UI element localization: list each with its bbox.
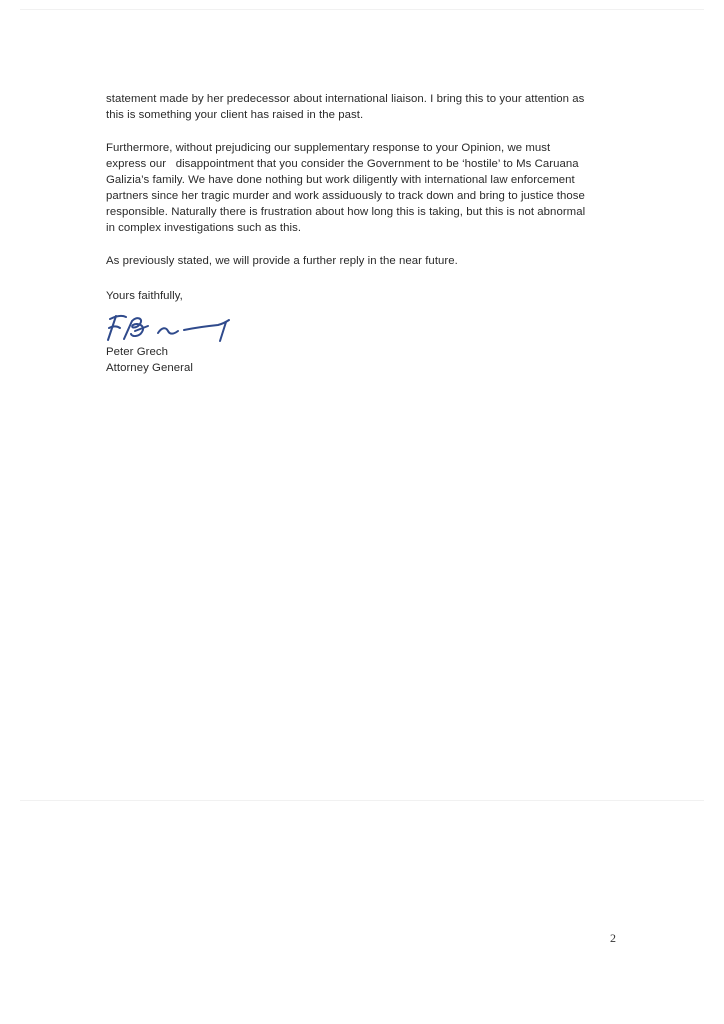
paragraph-line: Furthermore, without prejudicing our supplementary response to your Opinion, we must bbox=[106, 142, 551, 154]
closing-salutation: Yours faithfully, bbox=[106, 290, 183, 302]
paragraph-line: As previously stated, we will provide a further reply in the near future. bbox=[106, 255, 458, 267]
signatory-name: Peter Grech bbox=[106, 346, 168, 358]
paragraph-3 bbox=[106, 253, 626, 269]
paragraph-1 bbox=[106, 91, 626, 123]
closing-block bbox=[106, 288, 626, 376]
page-number: 2 bbox=[610, 931, 616, 945]
paragraph-line: in complex investigations such as this. bbox=[106, 222, 302, 234]
letter-body bbox=[106, 91, 626, 376]
paragraph-line: statement made by her predecessor about international liaison. I bring this to your attention as bbox=[106, 93, 585, 105]
paragraph-line: responsible. Naturally there is frustration about how long this is taking, but this is not abnormal bbox=[106, 206, 586, 218]
paragraph-line: partners since her tragic murder and work assiduously to track down and bring to justice those bbox=[106, 190, 585, 202]
scan-edge-line bbox=[20, 9, 704, 10]
paragraph-line: express our disappointment that you consider the Government to be ‘hostile’ to Ms Caruana bbox=[106, 158, 579, 170]
handwritten-signature bbox=[102, 312, 236, 344]
signatory-title: Attorney General bbox=[106, 362, 193, 374]
scan-fold-line bbox=[20, 800, 704, 801]
paragraph-2 bbox=[106, 140, 626, 236]
paragraph-line: Galizia’s family. We have done nothing but work diligently with international law enforcement bbox=[106, 174, 575, 186]
paragraph-line: this is something your client has raised in the past. bbox=[106, 109, 364, 121]
